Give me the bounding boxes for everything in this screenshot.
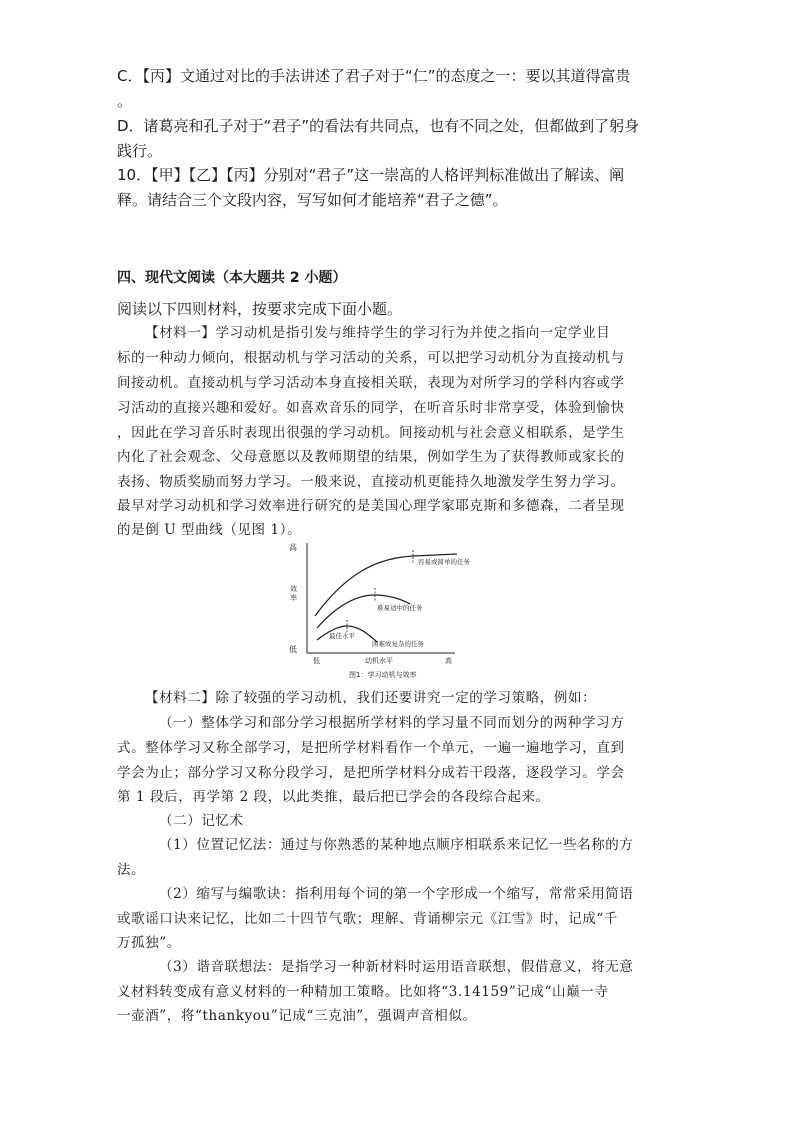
material-1-line: 习活动的直接兴趣和爱好。如喜欢音乐的同学，在听音乐时非常享受，体验到愉快 xyxy=(117,400,625,416)
section-title: 四、现代文阅读（本大题共 2 小题） xyxy=(117,270,347,286)
question-10-line-2: 释。请结合三个文段内容，写写如何才能培养“君子之德”。 xyxy=(117,191,508,209)
material-2-line: （一）整体学习和部分学习根据所学材料的学习量不同而划分的两种学习方 xyxy=(159,715,625,731)
figure-1-chart xyxy=(285,540,475,685)
material-1-line: 间接动机。直接动机与学习活动本身直接相关联，表现为对所学习的学科内容或学 xyxy=(117,375,625,391)
option-d-line-1: D．诸葛亮和孔子对于“君子”的看法有共同点，也有不同之处，但都做到了躬身 xyxy=(117,117,640,135)
figure-caption: 图1：学习动机与效率 xyxy=(349,671,417,679)
curve-easy-label: 容易或简单的任务 xyxy=(418,558,470,566)
y-axis-high-label: 高 xyxy=(289,543,297,552)
question-10-line-1: 10．【甲】【乙】【丙】分别对“君子”这一崇高的人格评判标准做出了解读、阐 xyxy=(117,166,625,184)
material-2-line: 学会为止；部分学习又称分段学习，是把所学材料分成若干段落，逐段学习。学会 xyxy=(117,765,625,781)
material-2-line: 【材料二】除了较强的学习动机，我们还要讲究一定的学习策略，例如： xyxy=(145,690,597,706)
option-d-line-2: 践行。 xyxy=(117,142,163,160)
option-c-line-2: 。 xyxy=(117,92,133,110)
x-axis-high-label: 高 xyxy=(445,657,452,665)
material-2-line: 万孤独”。 xyxy=(117,935,181,951)
material-2-line: 义材料转变成有意义材料的一种精加工策略。比如将“3.14159”记成“山巅一寺 xyxy=(117,984,609,1000)
x-axis-label: 动机水平 xyxy=(365,657,393,665)
material-2-line: 式。整体学习又称全部学习，是把所学材料看作一个单元，一遍一遍地学习，直到 xyxy=(117,740,625,756)
x-axis-low-label: 低 xyxy=(313,657,320,665)
material-1-line: 内化了社会观念、父母意愿以及教师期望的结果，例如学生为了获得教师或家长的 xyxy=(117,449,625,465)
section-intro: 阅读以下四则材料，按要求完成下面小题。 xyxy=(117,300,403,318)
y-axis-label-1: 效 xyxy=(290,585,297,593)
y-axis-low-label: 低 xyxy=(289,645,297,654)
material-2-line: 一壶酒”，将“thankyou”记成“三克油”，强调声音相似。 xyxy=(117,1008,477,1024)
material-2-line: （二）记忆术 xyxy=(159,813,244,829)
material-2-line: 第 1 段后，再学第 2 段，以此类推，最后把已学会的各段综合起来。 xyxy=(117,789,550,805)
material-1-line: 的是倒 U 型曲线（见图 1）。 xyxy=(117,522,302,538)
material-2-line: （3）谐音联想法：是指学习一种新材料时运用语音联想，假借意义，将无意 xyxy=(159,959,634,975)
material-1-line: 最早对学习动机和学习效率进行研究的是美国心理学家耶克斯和多德森，二者呈现 xyxy=(117,498,625,514)
material-1-line: 表扬、物质奖励而努力学习。一般来说，直接动机更能持久地激发学生努力学习。 xyxy=(117,474,625,490)
material-1-line: 【材料一】学习动机是指引发与维持学生的学习行为并使之指向一定学业目 xyxy=(145,325,611,341)
material-2-line: 法。 xyxy=(117,862,146,878)
material-2-line: （2）缩写与编歌诀：指利用每个词的第一个字形成一个缩写，常常采用简语 xyxy=(159,886,634,902)
material-1-line: 标的一种动力倾向，根据动机与学习活动的关系，可以把学习动机分为直接动机与 xyxy=(117,350,625,366)
option-c-line-1: C．【丙】文通过对比的手法讲述了君子对于“仁”的态度之一：要以其道得富贵 xyxy=(117,67,631,85)
material-2-line: 或歌谣口诀来记忆，比如二十四节气歌；理解、背诵柳宗元《江雪》时，记成“千 xyxy=(117,911,619,927)
optimal-level-label: 最佳水平 xyxy=(329,632,355,640)
material-1-line: ，因此在学习音乐时表现出很强的学习动机。间接动机与社会意义相联系，是学生 xyxy=(117,425,625,441)
y-axis-label-2: 率 xyxy=(290,594,297,602)
material-2-line: （1）位置记忆法：通过与你熟悉的某种地点顺序相联系来记忆一些名称的方 xyxy=(159,837,634,853)
curve-medium-label: 难易适中的任务 xyxy=(377,604,423,612)
curve-hard-label: 困难或复杂的任务 xyxy=(372,640,424,648)
